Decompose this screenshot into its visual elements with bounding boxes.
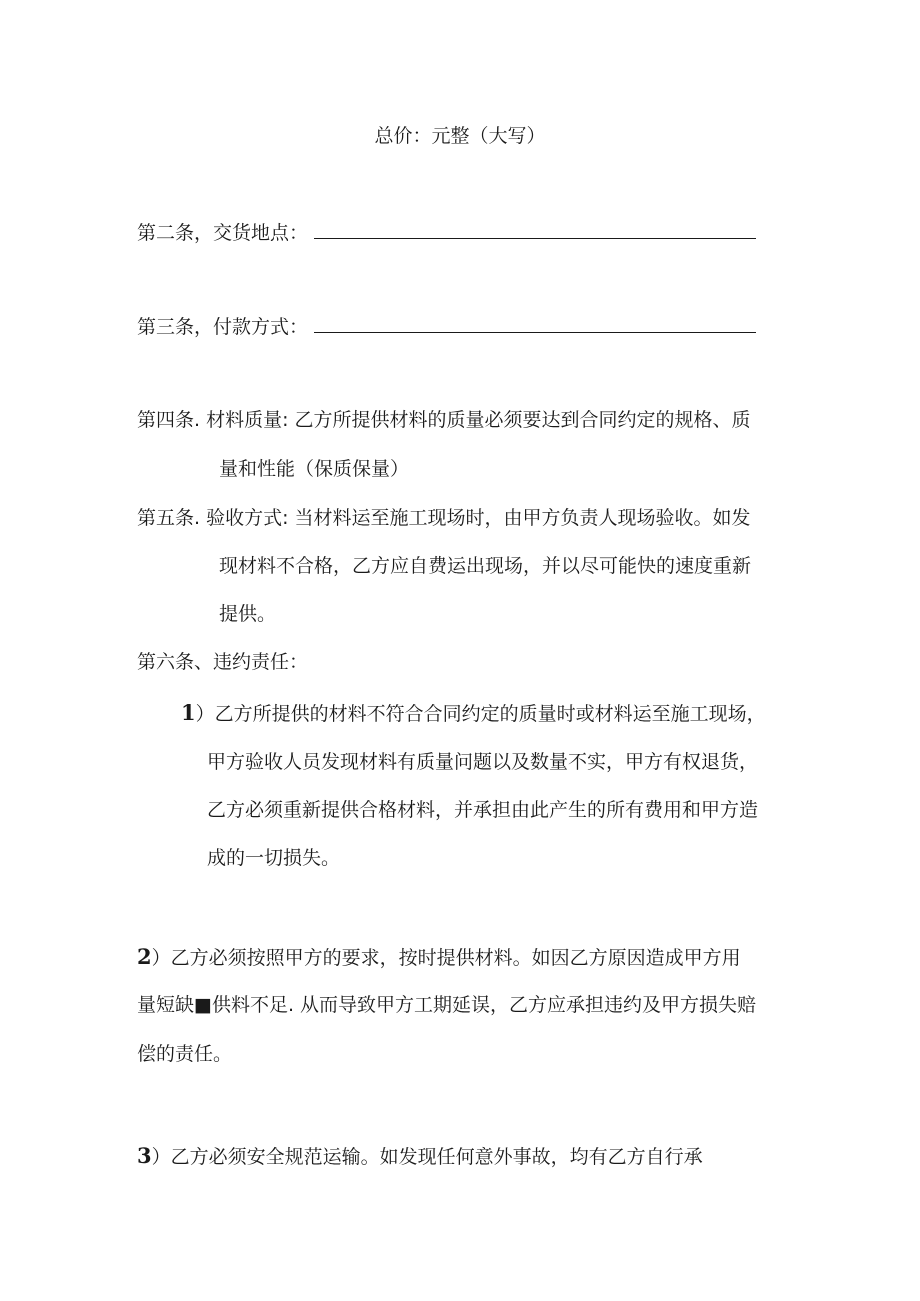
clause-3 <box>137 314 756 339</box>
clause-4-line-1: 第四条. 材料质量: 乙方所提供材料的质量必须要达到合同约定的规格、质 <box>137 409 751 431</box>
clause-3-blank-line <box>314 314 756 333</box>
item-1-text: ）乙方所提供的材料不符合合同约定的质量时或材料运至施工现场， <box>195 703 766 725</box>
clause-3-label: 第三条，付款方式： <box>137 316 309 338</box>
clause-6-item-2-line-3: 偿的责任。 <box>137 1043 233 1065</box>
clause-6-item-1-line-4: 成的一切损失。 <box>207 847 341 869</box>
clause-5-line-2: 现材料不合格，乙方应自费运出现场，并以尽可能快的速度重新 <box>219 555 752 577</box>
clause-6-heading: 第六条、违约责任： <box>137 651 309 673</box>
clause-2-label: 第二条，交货地点： <box>137 222 309 244</box>
clause-6-item-1-line-2: 甲方验收人员发现材料有质量问题以及数量不实，甲方有权退货， <box>207 751 759 773</box>
total-price-line: 总价：元整（大写） <box>374 125 546 147</box>
clause-5-line-1: 第五条. 验收方式: 当材料运至施工现场时，由甲方负责人现场验收。如发 <box>137 507 751 529</box>
clause-2-blank-line <box>314 220 756 239</box>
item-2-text: ）乙方必须按照甲方的要求，按时提供材料。如因乙方原因造成甲方用 <box>151 947 741 969</box>
clause-6-item-3-line-1 <box>137 1144 703 1169</box>
clause-6-item-2-line-1 <box>137 945 741 970</box>
clause-5-line-3: 提供。 <box>219 603 277 625</box>
clause-6-item-2-line-2: 量短缺■供料不足. 从而导致甲方工期延误，乙方应承担违约及甲方损失赔 <box>137 994 757 1016</box>
clause-4-line-2: 量和性能（保质保量） <box>219 458 410 480</box>
clause-6-item-1-line-1 <box>181 701 766 726</box>
clause-2 <box>137 220 756 245</box>
item-3-text: ）乙方必须安全规范运输。如发现任何意外事故，均有乙方自行承 <box>151 1146 703 1168</box>
item-2-number: 2 <box>137 944 152 969</box>
item-3-number: 3 <box>137 1143 152 1168</box>
clause-6-item-1-line-3: 乙方必须重新提供合格材料，并承担由此产生的所有费用和甲方造 <box>207 799 759 821</box>
item-1-number: 1 <box>181 700 196 725</box>
